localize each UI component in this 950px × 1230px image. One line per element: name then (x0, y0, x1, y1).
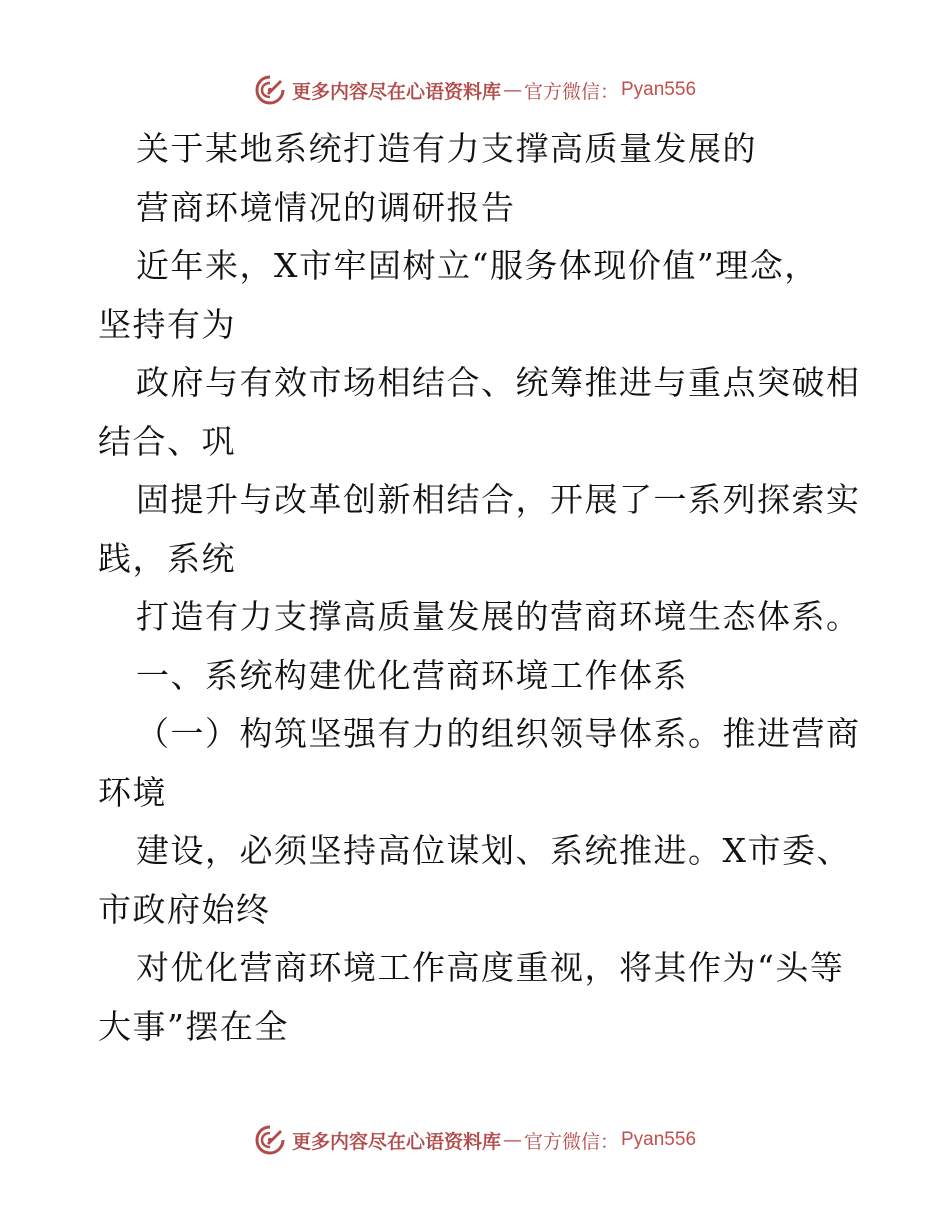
watermark-account: Pyan556 (621, 1129, 697, 1150)
document-line: 环境 (98, 772, 167, 812)
document-line: 大事”摆在全 (98, 1006, 289, 1046)
document-line: 政府与有效市场相结合、统筹推进与重点突破相 (136, 363, 861, 402)
red-swirl-pen-logo-icon (254, 1124, 286, 1156)
red-swirl-pen-logo-icon (254, 74, 286, 106)
document-line: 坚持有为 (98, 304, 236, 344)
document-line: （一）构筑坚强有力的组织领导体系。推进营商 (136, 714, 861, 753)
header-watermark (0, 70, 950, 110)
document-line: 一、系统构建优化营商环境工作体系 (136, 655, 688, 695)
watermark-label: 官方微信： (523, 1130, 619, 1153)
document-line: 打造有力支撑高质量发展的营商环境生态体系。 (136, 597, 861, 636)
watermark-brand-text: 更多内容尽在心语资料库 (291, 80, 501, 103)
footer-watermark (0, 1120, 950, 1160)
watermark-separator: — (502, 79, 522, 101)
document-line: 践，系统 (98, 538, 236, 578)
watermark-brand-text: 更多内容尽在心语资料库 (291, 1130, 501, 1153)
document-line: 市政府始终 (98, 889, 271, 929)
document-line: 对优化营商环境工作高度重视，将其作为“头等 (136, 948, 845, 987)
watermark-separator: — (502, 1129, 522, 1151)
document-line: 结合、巩 (98, 421, 236, 461)
document-line: 近年来，X市牢固树立“服务体现价值”理念， (136, 246, 819, 285)
document-line: 建设，必须坚持高位谋划、系统推进。X市委、 (136, 831, 851, 870)
document-body (98, 120, 861, 1056)
document-line: 固提升与改革创新相结合，开展了一系列探索实 (136, 480, 861, 519)
document-line: 关于某地系统打造有力支撑高质量发展的 (136, 129, 757, 168)
watermark-label: 官方微信： (523, 80, 619, 103)
watermark-account: Pyan556 (621, 79, 697, 100)
document-line: 营商环境情况的调研报告 (136, 187, 516, 227)
